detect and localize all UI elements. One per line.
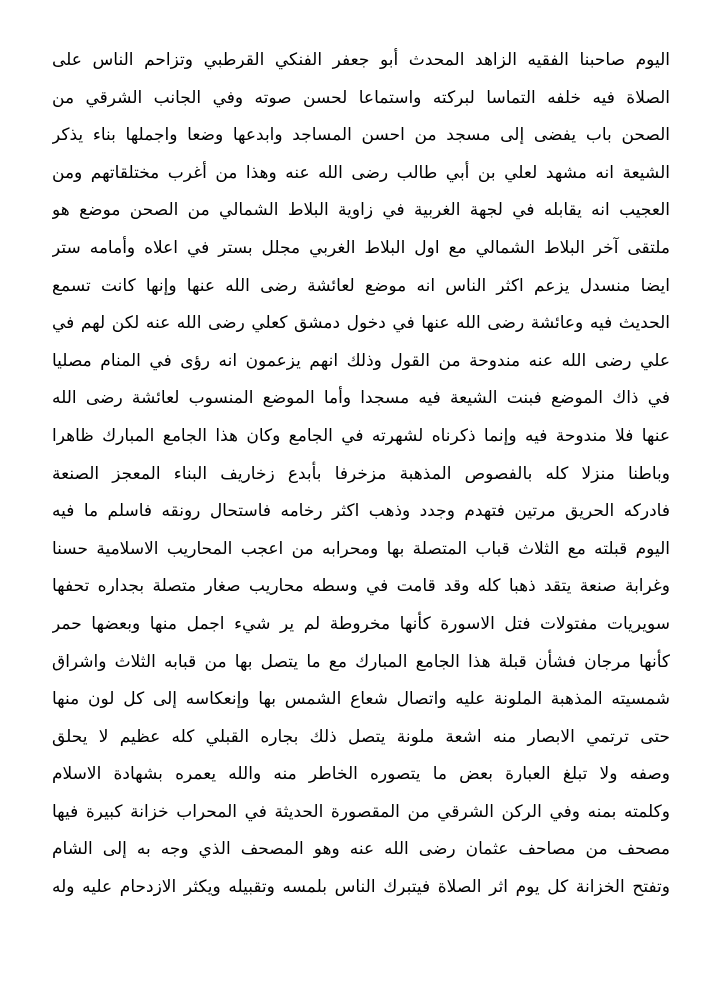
text-line-23: وتفتح الخزانة كل يوم اثر الصلاة فيتبرك الناس بلمسه وتقبيله ويكثر الازدحام عليه وله — [52, 877, 670, 898]
text-line-2: الصلاة فيه خلفه التماسا لبركته واستماعا لحسن صوته وفي الجانب الشرقي من — [52, 87, 670, 108]
text-line-15: وغرابة صنعة يتقد ذهبا كله وقد قامت في وسطه محاريب صغار متصلة بجداره تحفها — [52, 576, 670, 597]
text-line-18: شمسيته المذهبة الملونة عليه واتصال شعاع الشمس بها وإنعكاسه إلى كل لون منها — [52, 689, 670, 710]
text-line-7: ايضا منسدل يزعم اكثر الناس انه موضع لعائشة رضى الله عنها وإنها كانت تسمع — [52, 275, 670, 296]
text-line-14: اليوم قبلته مع الثلاث قباب المتصلة بها ومحرابه من اعجب المحاريب الاسلامية حسنا — [52, 538, 670, 559]
text-line-9: علي رضى الله عنه مندوحة من القول وذلك انهم يزعمون انه رؤى في المنام مصليا — [52, 350, 670, 371]
text-line-8: الحديث فيه وعائشة رضى الله عنها في دخول دمشق كعلي رضى الله عنه لكن لهم في — [52, 313, 670, 334]
text-line-10: في ذاك الموضع فبنت الشيعة فيه مسجدا وأما الموضع المنسوب لعائشة رضى الله — [52, 388, 670, 409]
text-line-17: كأنها مرجان فشأن قبلة هذا الجامع المبارك مع ما يتصل بها من قبابه الثلاث واشراق — [52, 651, 670, 672]
text-line-5: العجيب انه يقابله في لجهة الغربية في زاوية البلاط الشمالي من الصحن موضع هو — [52, 200, 670, 221]
text-line-1: اليوم صاحبنا الفقيه الزاهد المحدث أبو جعفر الفنكي القرطبي وتزاحم الناس على — [52, 50, 670, 70]
arabic-text-body — [52, 42, 670, 907]
text-line-3: الصحن باب يفضى إلى مسجد من احسن المساجد وابدعها وضعا واجملها بناء يذكر — [52, 125, 670, 146]
text-line-6: ملتقى آخر البلاط الشمالي مع اول البلاط الغربي مجلل بستر في اعلاه وأمامه ستر — [52, 237, 670, 258]
text-line-12: وباطنا منزلا كله بالفصوص المذهبة مزخرفا بأبدع زخاريف البناء المعجز الصنعة — [52, 463, 670, 484]
text-line-21: وكلمته بمنه وفي الركن الشرقي من المقصورة الحديثة في المحراب خزانة كبيرة فيها — [52, 801, 670, 822]
text-line-4: الشيعة انه مشهد لعلي بن أبي طالب رضى الله عنه وهذا من أغرب مختلقاتهم ومن — [52, 162, 670, 183]
text-line-13: فادركه الحريق مرتين فتهدم وجدد وذهب اكثر رخامه فاستحال رونقه فاسلم ما فيه — [52, 501, 670, 522]
text-line-19: حتى ترتمي الابصار منه اشعة ملونة يتصل ذلك بجاره القبلي كله عظيم لا يحلق — [52, 726, 670, 747]
text-line-16: سويريات مفتولات فتل الاسورة كأنها مخروطة لم ير شيء اجمل منها وبعضها حمر — [52, 613, 670, 634]
text-line-20: وصفه ولا تبلغ العبارة بعض ما يتصوره الخاطر منه والله يعمره بشهادة الاسلام — [52, 764, 670, 785]
text-line-11: عنها فلا مندوحة فيه وإنما ذكرناه لشهرته في الجامع وكان هذا الجامع المبارك ظاهرا — [52, 425, 670, 446]
text-line-22: مصحف من مصاحف عثمان رضى الله عنه وهو المصحف الذي وجه به إلى الشام — [52, 839, 670, 860]
